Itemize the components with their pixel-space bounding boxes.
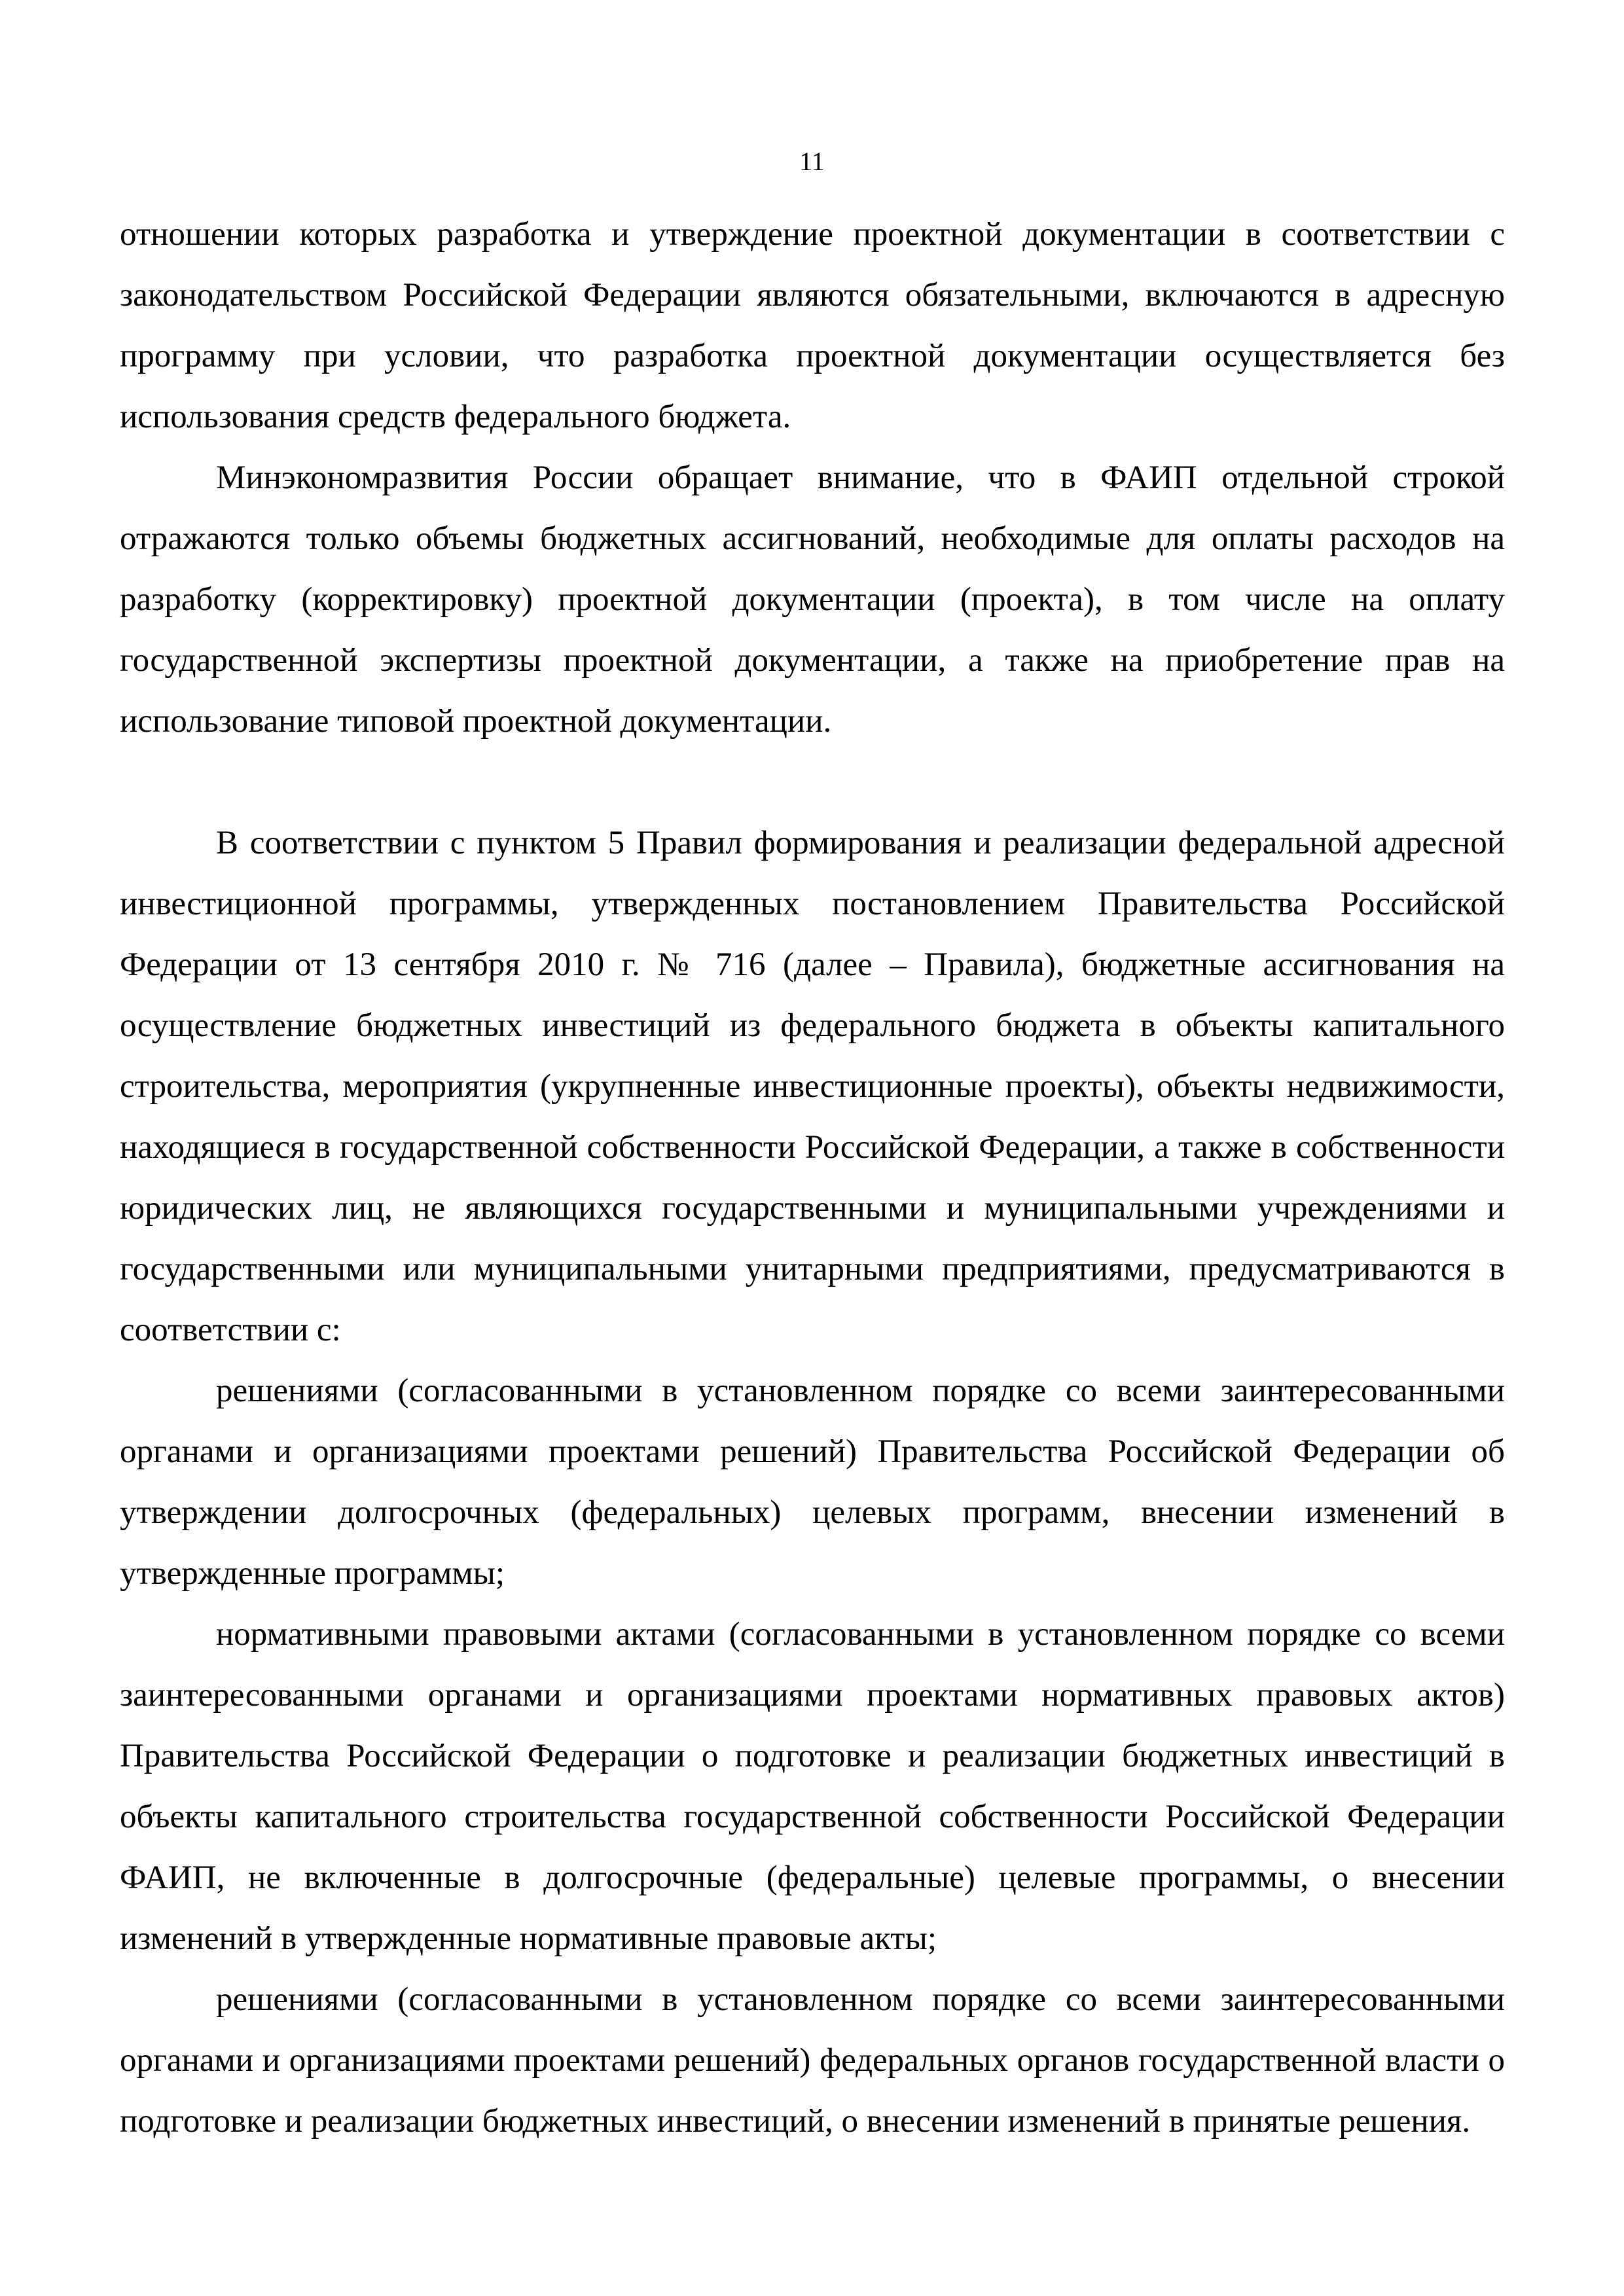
paragraph-continuation: отношении которых разработка и утверждение проектной документации в соответствии с законодательством Российской Федерации являются обязательными, включаются в адресную программу при условии, что разработка проектной документации осуществляется без использования средств федерального бюджета. xyxy=(120,216,1505,435)
paragraph-faip-note: Минэкономразвития России обращает внимание, что в ФАИП отдельной строкой отражаются только объемы бюджетных ассигнований, необходимые для оплаты расходов на разработку (корректировку) проектной документации (проекта), в том числе на оплату государственной экспертизы проектной документации, а также на приобретение прав на использование типовой проектной документации. xyxy=(120,459,1505,740)
list-item-federal-bodies-decisions: решениями (согласованными в установленном порядке со всеми заинтересованными органами и организациями проектами решений) федеральных органов государственной власти о подготовке и реализации бюджетных инвестиций, о внесении изменений в принятые решения. xyxy=(120,1981,1505,2140)
document-body xyxy=(120,204,1505,2152)
list-item-government-decisions: решениями (согласованными в установленном порядке со всеми заинтересованными органами и организациями проектами решений) Правительства Российской Федерации об утверждении долгосрочных (федеральных) целевых программ, внесении изменений в утвержденные программы; xyxy=(120,1372,1505,1592)
list-item-normative-acts: нормативными правовыми актами (согласованными в установленном порядке со всеми заинтересованными органами и организациями проектами нормативных правовых актов) Правительства Российской Федерации о подготовке и реализации бюджетных инвестиций в объекты капитального строительства государственной собственности Российской Федерации ФАИП, не включенные в долгосрочные (федеральные) целевые программы, о внесении изменений в утвержденные нормативные правовые акты; xyxy=(120,1616,1505,1957)
paragraph-rules-reference: В соответствии с пунктом 5 Правил формирования и реализации федеральной адресной инвестиционной программы, утвержденных постановлением Правительства Российской Федерации от 13 сентября 2010 г. № 716 (далее – Правила), бюджетные ассигнования на осуществление бюджетных инвестиций из федерального бюджета в объекты капитального строительства, мероприятия (укрупненные инвестиционные проекты), объекты недвижимости, находящиеся в государственной собственности Российской Федерации, а также в собственности юридических лиц, не являющихся государственными и муниципальными учреждениями и государственными или муниципальными унитарными предприятиями, предусматриваются в соответствии с: xyxy=(120,825,1505,1348)
page-number: 11 xyxy=(799,147,825,176)
paragraph-gap xyxy=(120,752,1505,813)
